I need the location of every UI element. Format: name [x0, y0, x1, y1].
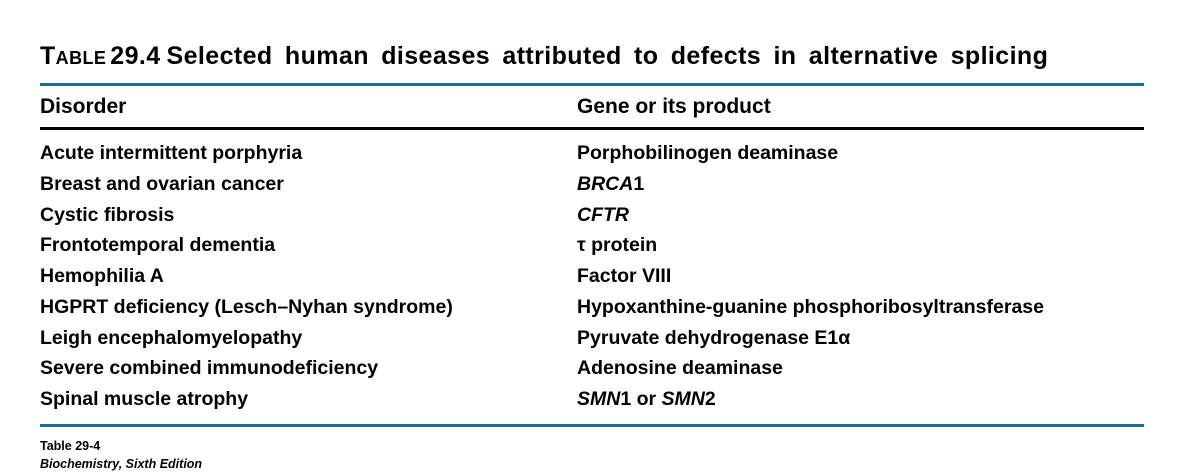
column-header-disorder: Disorder — [40, 95, 127, 118]
diseases-table-body — [40, 130, 1144, 424]
table-body — [40, 130, 1144, 424]
table-row — [40, 385, 1144, 424]
gene-text-fragment: Adenosine deaminase — [577, 357, 783, 380]
cell-gene-or-product — [577, 292, 1144, 323]
table-row — [40, 323, 1144, 354]
gene-text-fragment: Pyruvate dehydrogenase E1α — [577, 326, 851, 349]
cell-disorder: Breast and ovarian cancer — [40, 172, 284, 195]
diseases-table — [40, 86, 1144, 127]
table-row — [40, 262, 1144, 293]
gene-text-fragment: Factor VIII — [577, 265, 672, 288]
table-row — [40, 200, 1144, 231]
cell-disorder: Frontotemporal dementia — [40, 234, 276, 257]
cell-disorder: Acute intermittent porphyria — [40, 142, 303, 164]
table-head — [40, 86, 1144, 127]
cell-disorder: Hemophilia A — [40, 265, 164, 288]
footer-table-label: Table 29-4 — [40, 439, 101, 454]
cell-disorder: HGPRT deficiency (Lesch–Nyhan syndrome) — [40, 295, 453, 318]
gene-text-fragment: SMN — [661, 388, 705, 411]
gene-text-fragment: 2 — [704, 388, 716, 411]
table-row — [40, 354, 1144, 385]
cell-disorder: Cystic fibrosis — [40, 203, 175, 226]
figure-footer — [40, 427, 1144, 474]
cell-gene-or-product — [577, 354, 1144, 385]
gene-text-fragment: BRCA — [577, 172, 634, 195]
table-row — [40, 231, 1144, 262]
table-caption — [40, 0, 1144, 83]
cell-gene-or-product — [577, 385, 1144, 424]
gene-text-fragment: 1 — [633, 172, 645, 195]
cell-gene-or-product — [577, 262, 1144, 293]
footer-source-book: Biochemistry, Sixth Edition — [40, 456, 203, 471]
gene-text-fragment: SMN — [577, 388, 621, 411]
cell-disorder: Leigh encephalomyelopathy — [40, 326, 303, 349]
gene-text-fragment: τ protein — [577, 234, 658, 257]
caption-title: Selected human diseases attributed to defects in alternative splicing — [166, 42, 1049, 70]
column-header-gene: Gene or its product — [577, 95, 771, 118]
cell-gene-or-product — [577, 130, 1144, 169]
cell-disorder: Spinal muscle atrophy — [40, 388, 249, 411]
gene-text-fragment: Porphobilinogen deaminase — [577, 142, 839, 164]
table-row — [40, 130, 1144, 169]
table-row — [40, 169, 1144, 200]
table-header-row — [40, 86, 1144, 127]
gene-text-fragment: 1 or — [620, 388, 662, 411]
cell-gene-or-product — [577, 169, 1144, 200]
table-row — [40, 292, 1144, 323]
cell-gene-or-product — [577, 323, 1144, 354]
caption-table-number: 29.4 — [110, 42, 161, 70]
cell-gene-or-product — [577, 231, 1144, 262]
gene-text-fragment: Hypoxanthine-guanine phosphoribosyltransferase — [577, 295, 1044, 318]
cell-gene-or-product — [577, 200, 1144, 231]
cell-disorder: Severe combined immunodeficiency — [40, 357, 379, 380]
caption-table-word: Table — [40, 42, 107, 70]
gene-text-fragment: CFTR — [577, 203, 629, 226]
